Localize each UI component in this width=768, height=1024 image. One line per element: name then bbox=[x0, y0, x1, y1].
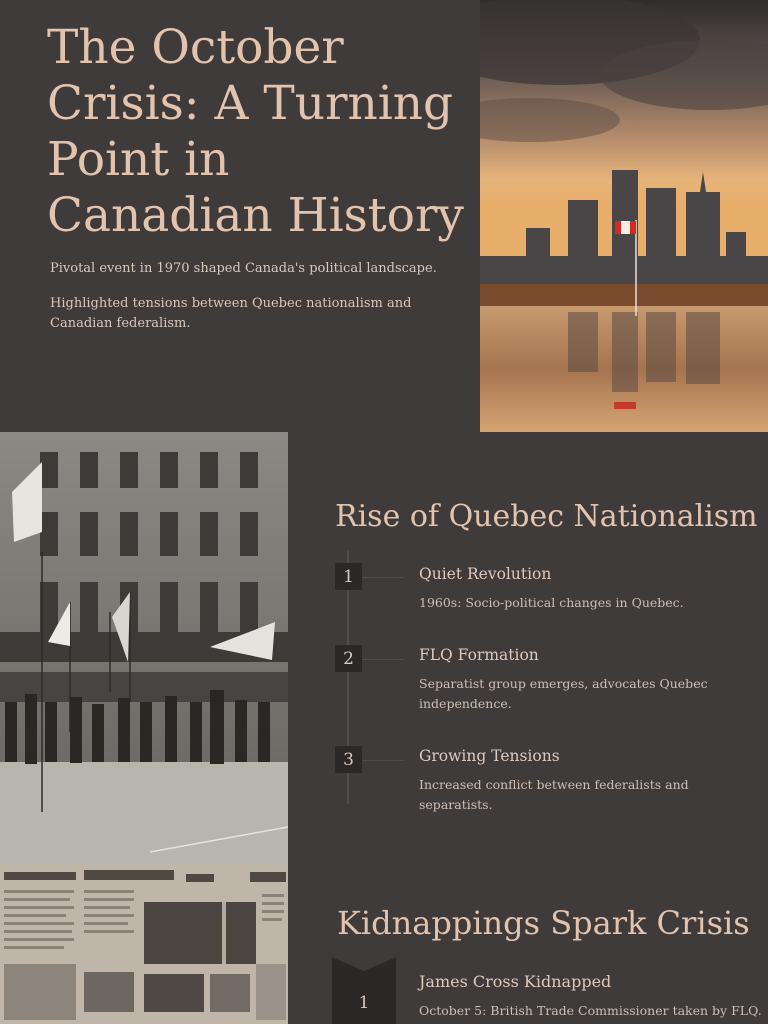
montreal-skyline-image bbox=[480, 0, 768, 432]
section-title-nationalism: Rise of Quebec Nationalism bbox=[335, 499, 758, 534]
step-number-box: 3 bbox=[335, 746, 362, 773]
step-description: October 5: British Trade Commissioner taken by FLQ. bbox=[419, 1003, 762, 1018]
step-title: FLQ Formation bbox=[419, 646, 539, 664]
step-title: James Cross Kidnapped bbox=[419, 972, 612, 991]
step-chevron-box bbox=[332, 957, 396, 1024]
step-title: Growing Tensions bbox=[419, 747, 560, 765]
newspaper-clippings-image bbox=[0, 864, 288, 1024]
step-description: 1960s: Socio-political changes in Quebec. bbox=[419, 595, 684, 610]
step-description: Separatist group emerges, advocates Quebec independence. bbox=[419, 676, 708, 711]
step-title: Quiet Revolution bbox=[419, 565, 552, 583]
section-title-kidnappings: Kidnappings Spark Crisis bbox=[337, 904, 750, 942]
step-connector bbox=[362, 760, 404, 761]
intro-text-1: Pivotal event in 1970 shaped Canada's political landscape. bbox=[50, 261, 437, 276]
step-number-box: 1 bbox=[335, 563, 362, 590]
page-title: The October Crisis: A Turning Point in Canadian History bbox=[47, 20, 464, 243]
step-connector bbox=[362, 577, 404, 578]
historical-protest-photo bbox=[0, 432, 288, 864]
step-number: 1 bbox=[358, 993, 370, 1013]
intro-text-2: Highlighted tensions between Quebec nationalism and Canadian federalism. bbox=[50, 296, 412, 331]
step-connector bbox=[362, 659, 404, 660]
step-description: Increased conflict between federalists and separatists. bbox=[419, 777, 689, 812]
step-number-box: 2 bbox=[335, 645, 362, 672]
